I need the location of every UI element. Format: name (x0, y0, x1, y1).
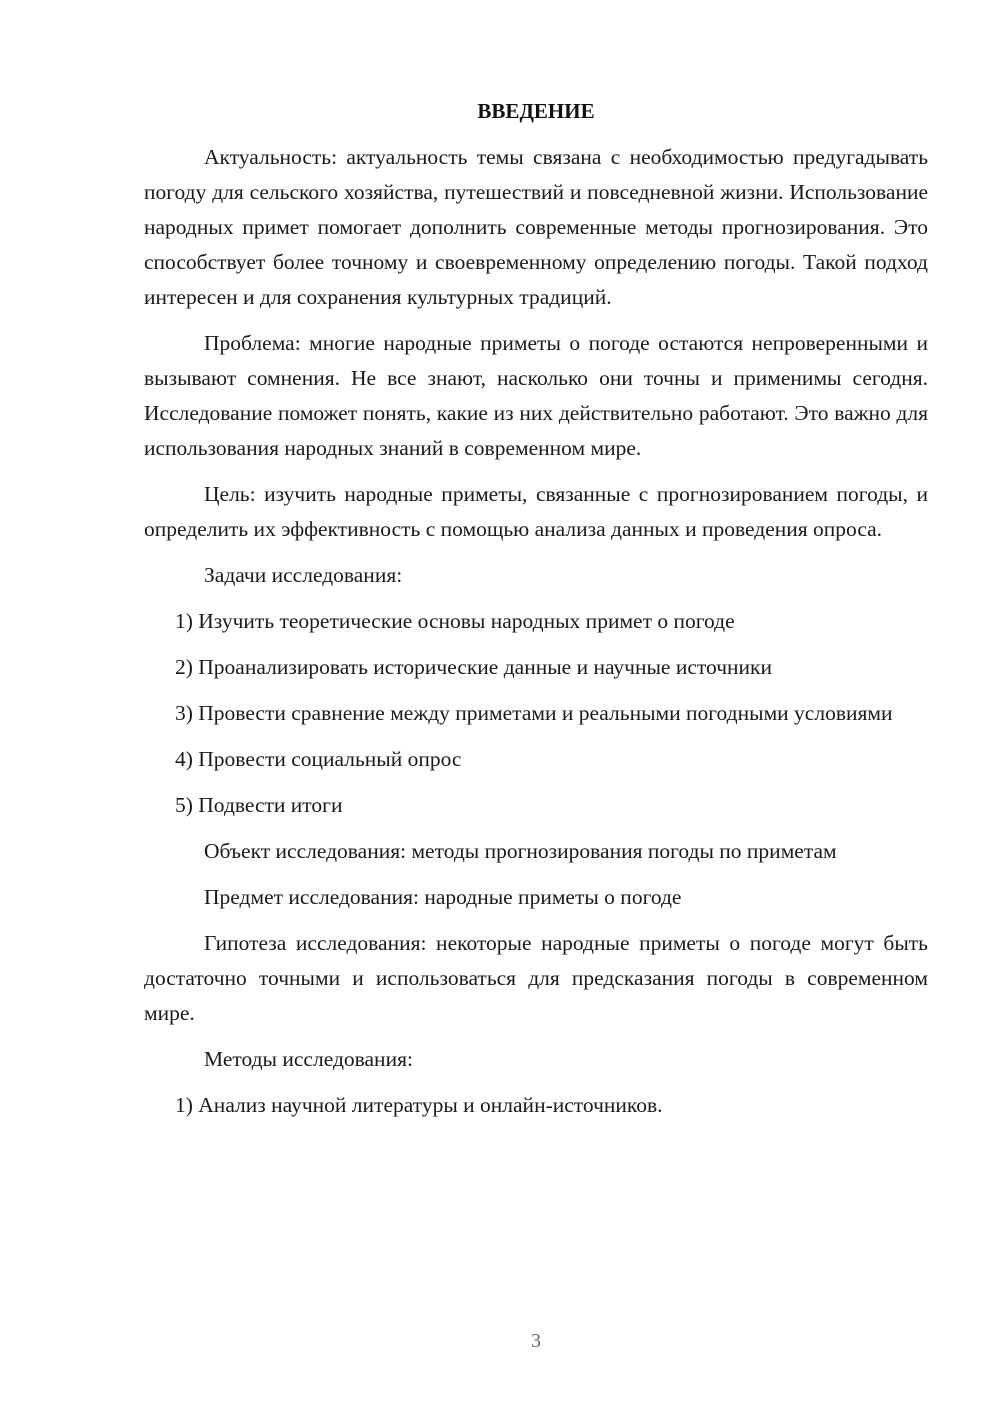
problem-paragraph: Проблема: многие народные приметы о погоде остаются непроверенными и вызывают сомнения. Не все знают, насколько они точны и применимы сегодня. Исследование поможет понять, какие из них действительно работают. Это важно для использования народных знаний в современном мире. (144, 331, 928, 460)
subject-paragraph: Предмет исследования: народные приметы о погоде (204, 885, 682, 909)
task-item: 4) Провести социальный опрос (175, 747, 462, 771)
task-item: 2) Проанализировать исторические данные и научные источники (175, 655, 772, 679)
page-number: 3 (531, 1330, 541, 1352)
page-content (144, 94, 928, 1134)
section-title: ВВЕДЕНИЕ (477, 99, 595, 123)
tasks-heading: Задачи исследования: (204, 563, 403, 587)
methods-heading: Методы исследования: (204, 1047, 413, 1071)
task-item: 5) Подвести итоги (175, 793, 343, 817)
goal-paragraph: Цель: изучить народные приметы, связанные с прогнозированием погоды, и определить их эффективность с помощью анализа данных и проведения опроса. (144, 482, 928, 541)
relevance-paragraph: Актуальность: актуальность темы связана с необходимостью предугадывать погоду для сельского хозяйства, путешествий и повседневной жизни. Использование народных примет помогает дополнить современные методы прогнозирования. Это способствует более точному и своевременному определению погоды. Такой подход интересен и для сохранения культурных традиций. (144, 145, 928, 309)
task-item: 3) Провести сравнение между приметами и реальными погодными условиями (175, 701, 893, 725)
hypothesis-paragraph: Гипотеза исследования: некоторые народные приметы о погоде могут быть достаточно точными и использоваться для предсказания погоды в современном мире. (144, 931, 928, 1025)
task-item: 1) Изучить теоретические основы народных примет о погоде (175, 609, 735, 633)
method-item: 1) Анализ научной литературы и онлайн-источников. (175, 1093, 663, 1117)
object-paragraph: Объект исследования: методы прогнозирования погоды по приметам (204, 839, 837, 863)
